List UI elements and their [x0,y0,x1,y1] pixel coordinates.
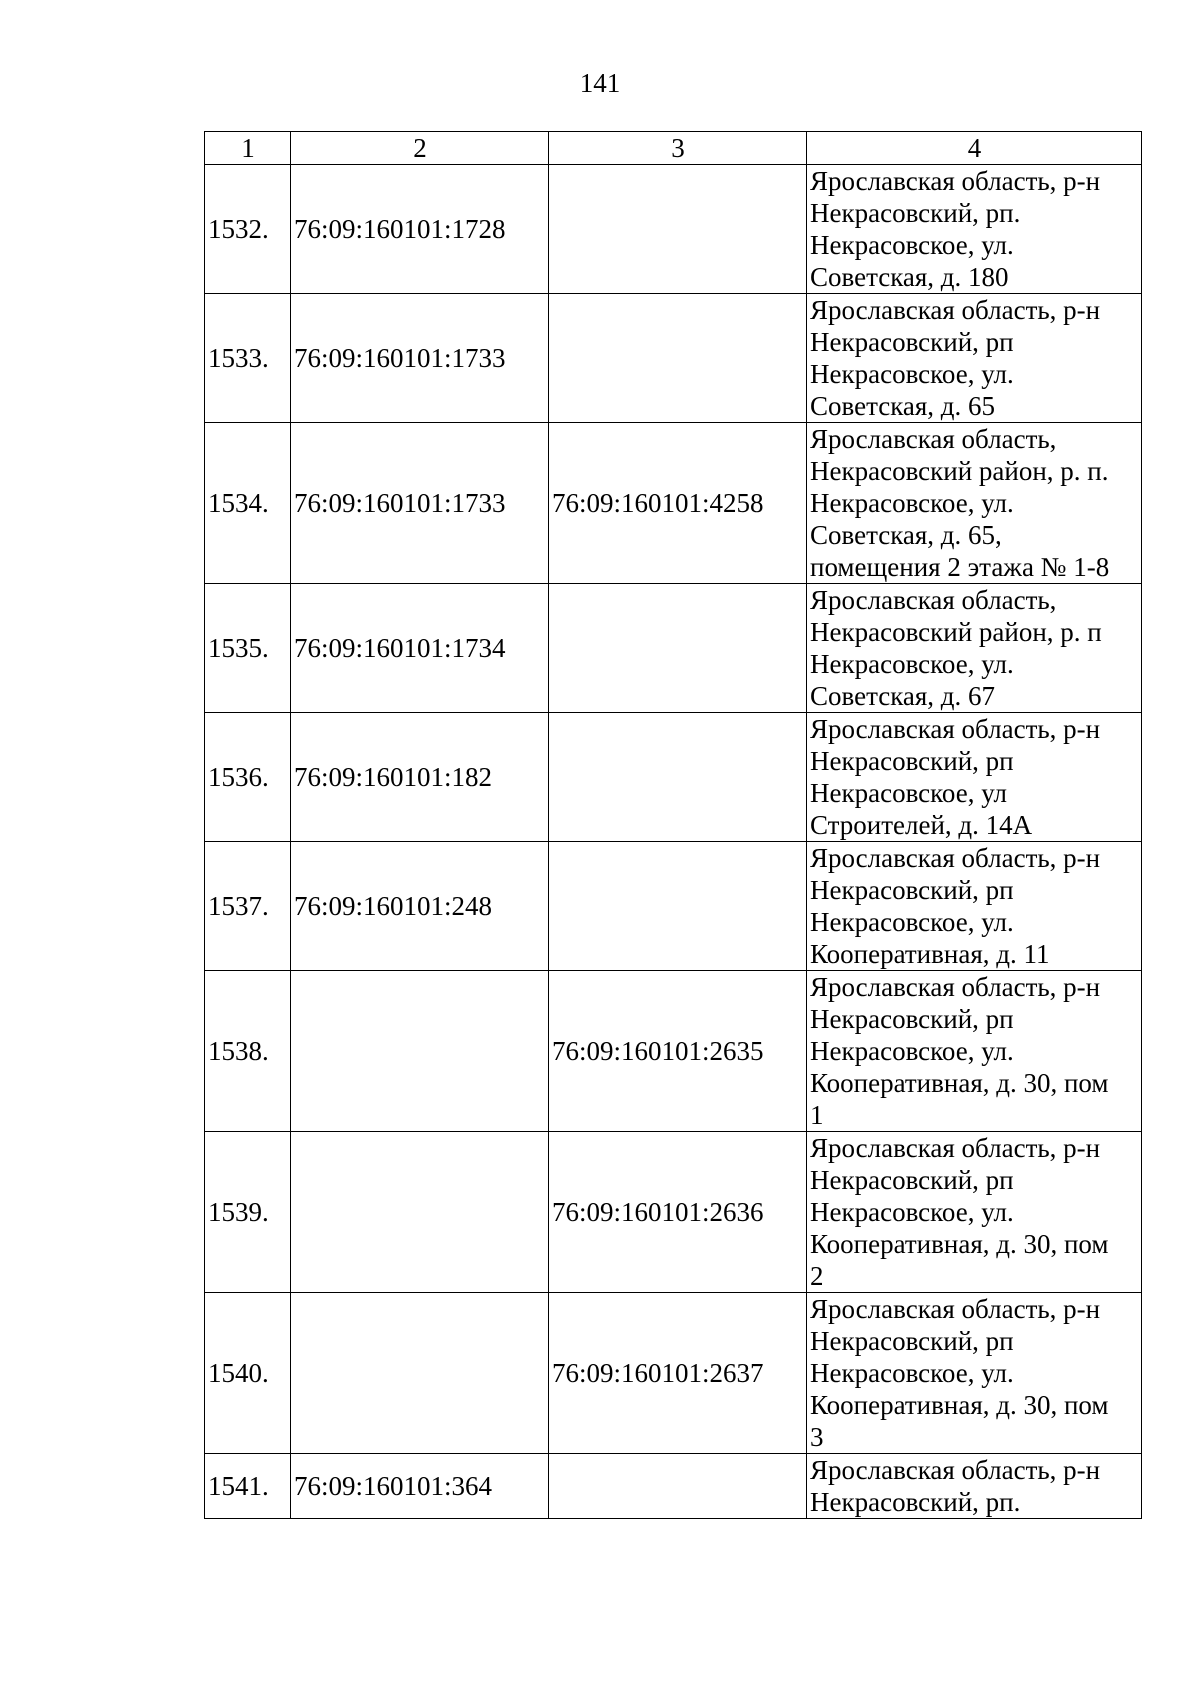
address: Ярославская область, р-н Некрасовский, рп Некрасовское, ул. Кооперативная, д. 11 [807,842,1142,971]
room-cadastral-number [549,294,807,423]
address: Ярославская область, Некрасовский район, р. п Некрасовское, ул. Советская, д. 67 [807,584,1142,713]
room-cadastral-number [549,165,807,294]
cadastral-number: 76:09:160101:182 [291,713,549,842]
room-cadastral-number: 76:09:160101:2636 [549,1132,807,1293]
room-cadastral-number [549,713,807,842]
cadastral-number [291,971,549,1132]
table-body [205,165,1142,1519]
cadastral-number [291,1132,549,1293]
cadastral-number [291,1293,549,1454]
row-number: 1532. [205,165,291,294]
address: Ярославская область, р-н Некрасовский, рп Некрасовское, ул. Советская, д. 65 [807,294,1142,423]
cadastral-number: 76:09:160101:364 [291,1454,549,1519]
room-cadastral-number: 76:09:160101:2635 [549,971,807,1132]
cadastral-number: 76:09:160101:1733 [291,423,549,584]
row-number: 1538. [205,971,291,1132]
room-cadastral-number [549,842,807,971]
table-row [205,1132,1142,1293]
table-header [205,132,1142,165]
row-number: 1535. [205,584,291,713]
table-row [205,1454,1142,1519]
table-row [205,1293,1142,1454]
row-number: 1539. [205,1132,291,1293]
address: Ярославская область, р-н Некрасовский, рп. Некрасовское, ул. Советская, д. 180 [807,165,1142,294]
address: Ярославская область, р-н Некрасовский, рп Некрасовское, ул. Кооперативная, д. 30, пом 1 [807,971,1142,1132]
table-row [205,971,1142,1132]
room-cadastral-number [549,584,807,713]
row-number: 1540. [205,1293,291,1454]
table-row [205,165,1142,294]
table-row [205,294,1142,423]
registry-table [204,131,1142,1519]
table-row [205,842,1142,971]
address: Ярославская область, р-н Некрасовский, рп Некрасовское, ул. Кооперативная, д. 30, пом 3 [807,1293,1142,1454]
header-col-1: 1 [205,132,291,165]
table-row [205,713,1142,842]
address: Ярославская область, р-н Некрасовский, рп Некрасовское, ул. Кооперативная, д. 30, пом 2 [807,1132,1142,1293]
room-cadastral-number: 76:09:160101:2637 [549,1293,807,1454]
cadastral-number: 76:09:160101:1734 [291,584,549,713]
address: Ярославская область, р-н Некрасовский, рп. [807,1454,1142,1519]
row-number: 1536. [205,713,291,842]
room-cadastral-number: 76:09:160101:4258 [549,423,807,584]
cadastral-number: 76:09:160101:1733 [291,294,549,423]
table-row [205,423,1142,584]
address: Ярославская область, р-н Некрасовский, рп Некрасовское, ул Строителей, д. 14А [807,713,1142,842]
row-number: 1534. [205,423,291,584]
room-cadastral-number [549,1454,807,1519]
table-row [205,584,1142,713]
row-number: 1541. [205,1454,291,1519]
cadastral-number: 76:09:160101:248 [291,842,549,971]
header-row [205,132,1142,165]
address: Ярославская область, Некрасовский район, р. п. Некрасовское, ул. Советская, д. 65, помещения 2 этажа № 1-8 [807,423,1142,584]
header-col-4: 4 [807,132,1142,165]
page-number: 141 [579,68,621,98]
header-col-2: 2 [291,132,549,165]
row-number: 1533. [205,294,291,423]
cadastral-number: 76:09:160101:1728 [291,165,549,294]
row-number: 1537. [205,842,291,971]
header-col-3: 3 [549,132,807,165]
